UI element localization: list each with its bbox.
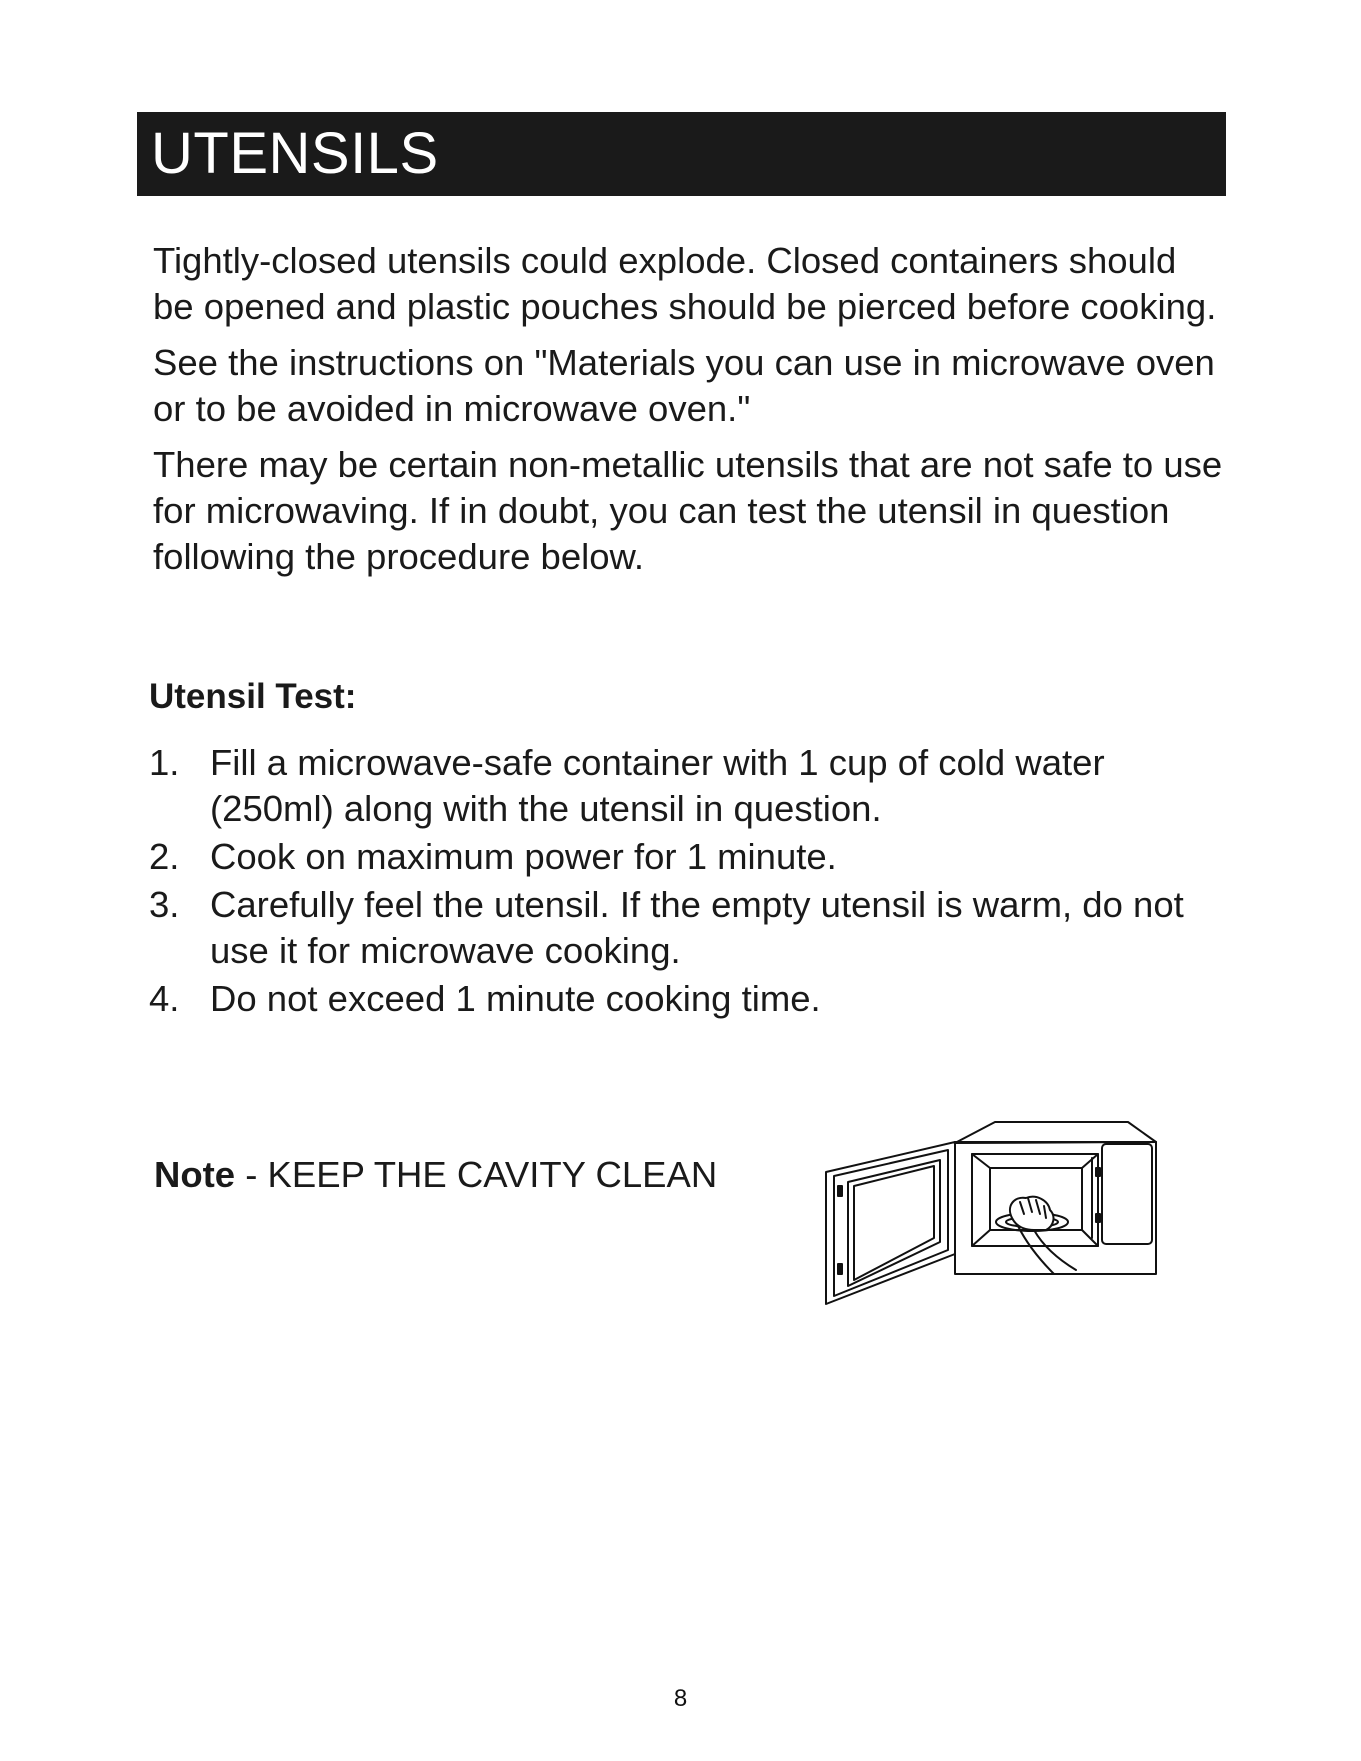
title-bar bbox=[137, 112, 1226, 196]
step-item bbox=[149, 834, 1229, 880]
step-item bbox=[149, 976, 1229, 1022]
intro-paragraph-2: See the instructions on "Materials you can use in microwave oven or to be avoided in microwave oven." bbox=[153, 342, 1215, 429]
step-number: 4. bbox=[149, 978, 180, 1019]
page-number: 8 bbox=[673, 1685, 688, 1712]
step-text: Cook on maximum power for 1 minute. bbox=[210, 836, 837, 877]
intro-paragraph-1: Tightly-closed utensils could explode. Closed containers should be opened and plastic pouches should be pierced before cooking. bbox=[153, 240, 1217, 327]
step-text: Carefully feel the utensil. If the empty utensil is warm, do not use it for microwave cooking. bbox=[210, 884, 1184, 971]
step-text: Do not exceed 1 minute cooking time. bbox=[210, 978, 821, 1019]
microwave-cleaning-icon bbox=[820, 1118, 1160, 1308]
page-title: UTENSILS bbox=[151, 121, 439, 186]
note bbox=[154, 1152, 717, 1198]
utensil-test-steps bbox=[149, 740, 1229, 1024]
step-text: Fill a microwave-safe container with 1 cup of cold water (250ml) along with the utensil in question. bbox=[210, 742, 1105, 829]
note-text: - KEEP THE CAVITY CLEAN bbox=[235, 1154, 718, 1195]
intro-paragraph-3: There may be certain non-metallic utensils that are not safe to use for microwaving. If in doubt, you can test the utensil in question following the procedure below. bbox=[153, 444, 1223, 577]
intro-text bbox=[153, 238, 1223, 590]
note-label: Note bbox=[154, 1154, 236, 1195]
step-item bbox=[149, 740, 1229, 832]
step-item bbox=[149, 882, 1229, 974]
utensil-test-heading: Utensil Test: bbox=[149, 677, 357, 716]
step-number: 2. bbox=[149, 836, 180, 877]
step-number: 1. bbox=[149, 742, 180, 783]
step-number: 3. bbox=[149, 884, 180, 925]
microwave-cleaning-illustration bbox=[820, 1118, 1160, 1308]
